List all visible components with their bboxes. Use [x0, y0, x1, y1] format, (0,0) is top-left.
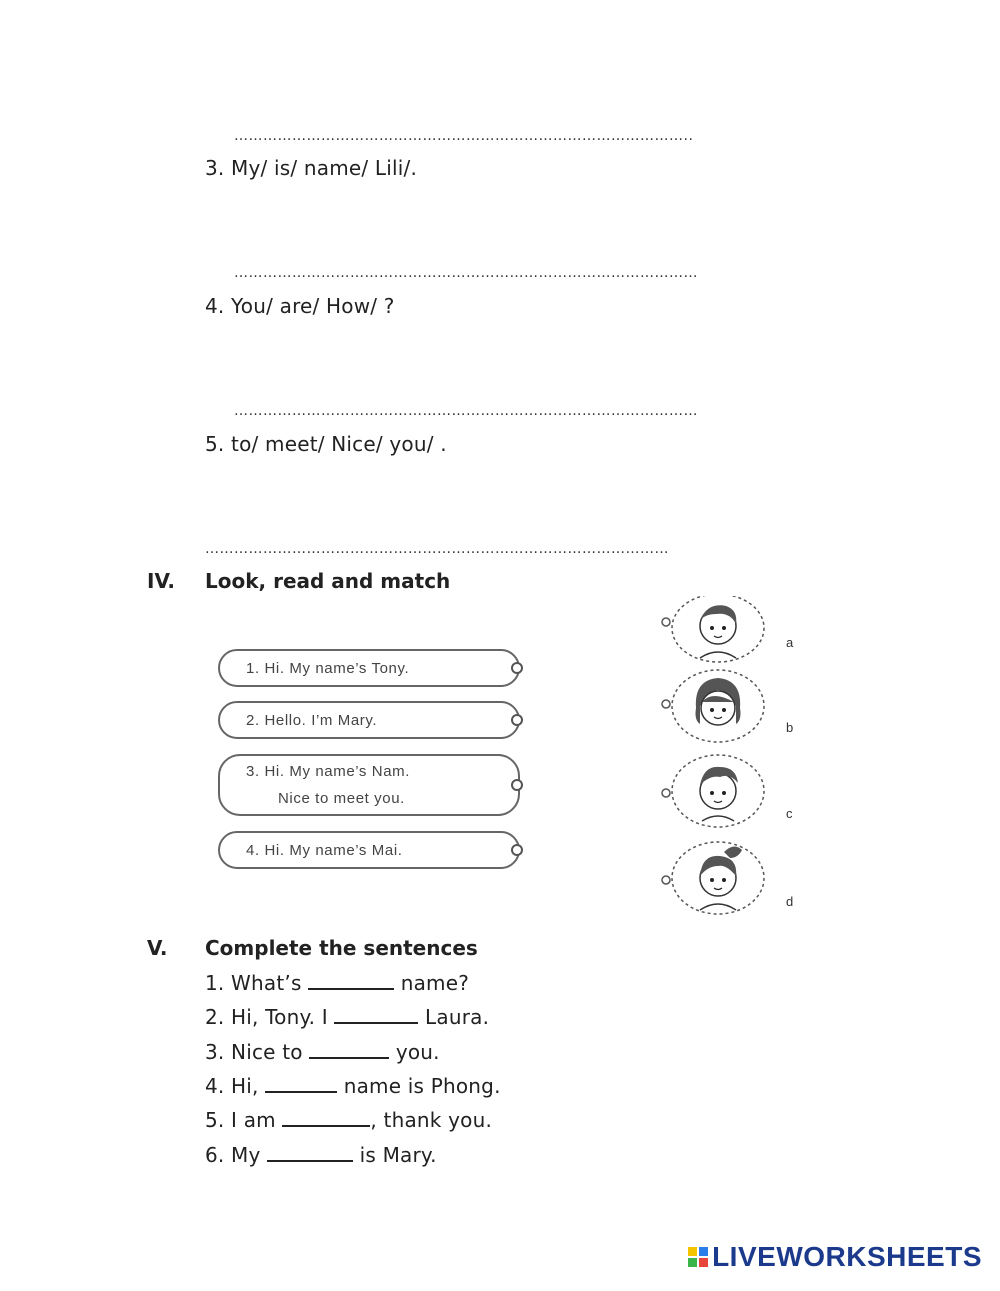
- section-v-heading: [147, 936, 478, 960]
- reorder-item-3: 3. My/ is/ name/ Lili/.: [205, 156, 418, 180]
- complete-item-4-before: 4. Hi,: [205, 1074, 259, 1098]
- section-iv-title: Look, read and match: [205, 569, 451, 593]
- match-point-2[interactable]: [511, 714, 523, 726]
- bubble-3-text-line2: Nice to meet you.: [278, 790, 405, 807]
- section-v-title: Complete the sentences: [205, 936, 478, 960]
- complete-item-1-after: name?: [400, 971, 470, 995]
- girl-face-d-image: [660, 838, 770, 918]
- match-point-c[interactable]: [662, 789, 670, 797]
- liveworksheets-logo: [688, 1241, 982, 1273]
- face-label-d: d: [786, 894, 794, 909]
- bubble-3: [218, 754, 520, 816]
- blank-input-1[interactable]: [308, 970, 394, 990]
- blank-input-3[interactable]: [309, 1039, 389, 1059]
- complete-item-4: [205, 1073, 501, 1098]
- section-iv-heading: [147, 569, 450, 593]
- face-label-b: b: [786, 720, 794, 735]
- match-point-3[interactable]: [511, 779, 523, 791]
- blank-input-6[interactable]: [267, 1142, 353, 1162]
- complete-item-4-after: name is Phong.: [343, 1074, 501, 1098]
- boy-face-c-image: [660, 751, 770, 831]
- bubble-2-text: 2. Hello. I’m Mary.: [246, 711, 378, 729]
- section-v-number: V.: [147, 936, 168, 960]
- logo-mark-icon: [688, 1247, 708, 1267]
- blank-input-4[interactable]: [265, 1073, 337, 1093]
- complete-item-3: [205, 1039, 440, 1064]
- complete-item-5-before: 5. I am: [205, 1108, 276, 1132]
- answer-line-5[interactable]: ……………………………………………………………………………………: [205, 541, 669, 557]
- complete-item-2-after: Laura.: [425, 1005, 490, 1029]
- boy-face-a-image: [660, 596, 770, 676]
- complete-item-5: [205, 1107, 492, 1132]
- bubble-1: [218, 649, 520, 687]
- answer-line-4[interactable]: ……………………………………………………………………………………: [234, 403, 698, 419]
- match-point-4[interactable]: [511, 844, 523, 856]
- reorder-item-5: 5. to/ meet/ Nice/ you/ .: [205, 432, 447, 456]
- blank-input-2[interactable]: [334, 1004, 418, 1024]
- face-label-c: c: [786, 806, 793, 821]
- complete-item-6: [205, 1142, 437, 1167]
- answer-line-3[interactable]: ……………………………………………………………………………………: [234, 265, 698, 281]
- reorder-item-4: 4. You/ are/ How/ ?: [205, 294, 395, 318]
- complete-item-1: [205, 970, 469, 995]
- bubble-1-text: 1. Hi. My name’s Tony.: [246, 659, 410, 677]
- bubble-2: [218, 701, 520, 739]
- logo-text: LIVEWORKSHEETS: [712, 1241, 982, 1272]
- complete-item-2: [205, 1004, 489, 1029]
- face-label-a: a: [786, 635, 794, 650]
- match-point-b[interactable]: [662, 700, 670, 708]
- match-point-d[interactable]: [662, 876, 670, 884]
- complete-item-6-after: is Mary.: [359, 1143, 437, 1167]
- bubble-4: [218, 831, 520, 869]
- bubble-4-text: 4. Hi. My name’s Mai.: [246, 841, 403, 859]
- complete-item-1-before: 1. What’s: [205, 971, 302, 995]
- answer-line-2[interactable]: …………………………………………………………………………………..: [234, 128, 694, 144]
- girl-face-b-image: [660, 666, 770, 746]
- complete-item-3-before: 3. Nice to: [205, 1040, 303, 1064]
- match-point-1[interactable]: [511, 662, 523, 674]
- bubble-3-text-line1: 3. Hi. My name’s Nam.: [246, 763, 411, 780]
- complete-item-5-after: , thank you.: [370, 1108, 493, 1132]
- complete-item-3-after: you.: [395, 1040, 440, 1064]
- match-point-a[interactable]: [662, 618, 670, 626]
- complete-item-2-before: 2. Hi, Tony. I: [205, 1005, 328, 1029]
- complete-item-6-before: 6. My: [205, 1143, 261, 1167]
- blank-input-5[interactable]: [282, 1107, 370, 1127]
- section-iv-number: IV.: [147, 569, 175, 593]
